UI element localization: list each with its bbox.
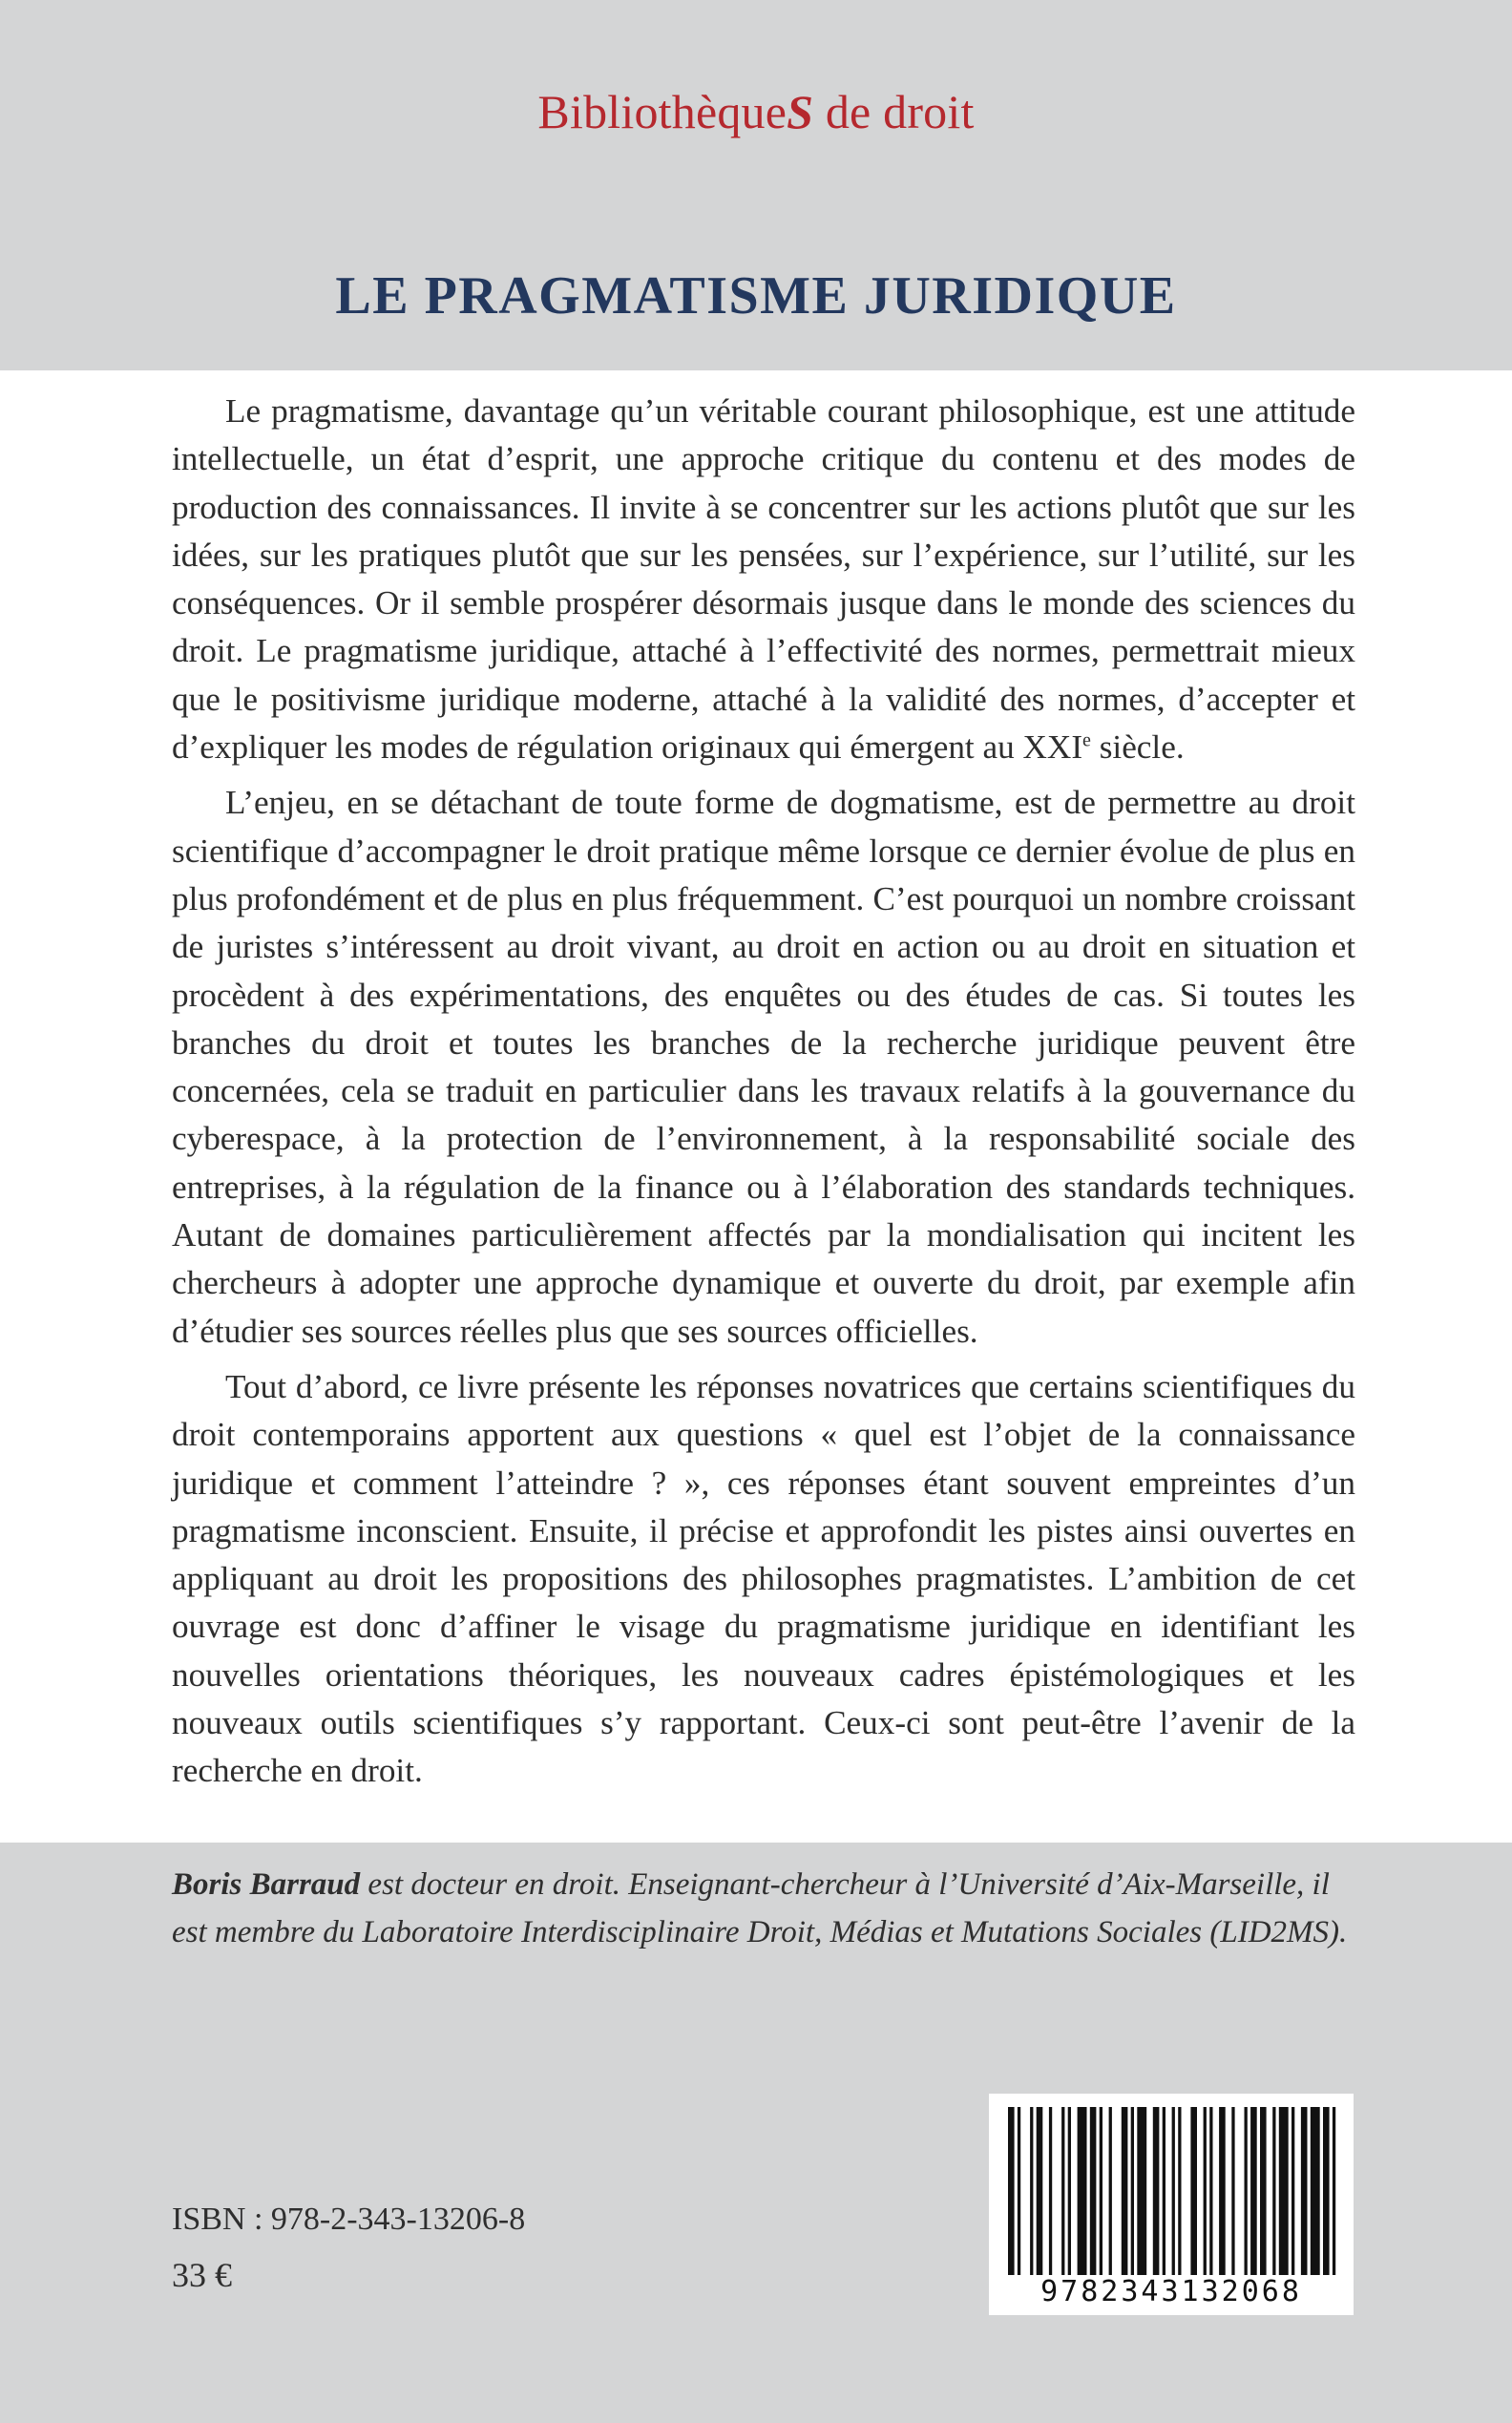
barcode-bar (1030, 2107, 1033, 2275)
barcode-bar (1153, 2107, 1160, 2275)
blurb-paragraph-3: Tout d’abord, ce livre présente les réponses novatrices que certains scientifiques du droit contemporains apportent aux questions « quel est l’objet de la connaissance juridique et comment l’atteindre ? », ces réponses étant souvent empreintes d’un pragmatisme inconscient. Ensuite, il précise et approfondit les pistes ainsi ouvertes en appliquant au droit les propositions des philosophes pragmatistes. L’ambition de cet ouvrage est donc d’affiner le visage du pragmatisme juridique en identifiant les nouvelles orientations théoriques, les nouveaux cadres épistémologiques et les nouveaux outils scientifiques s’y rapportant. Ceux-ci sont peut-être l’avenir de la recherche en droit. (172, 1367, 1355, 1790)
barcode-bar (1219, 2107, 1226, 2275)
blurb-paragraph-1 (172, 388, 1355, 771)
barcode-bar (1311, 2107, 1320, 2275)
blurb-paragraph-2: L’enjeu, en se détachant de toute forme de dogmatisme, est de permettre au droit scientifique d’accompagner le droit pratique même lorsque ce dernier évolue de plus en plus profondément et de plus en plus fréquemment. C’est pourquoi un nombre croissant de juristes s’intéressent au droit vivant, au droit en action ou au droit en situation et procèdent à des expérimentations, des enquêtes ou des études de cas. Si toutes les branches du droit et toutes les branches de la recherche juridique peuvent être concernées, cela se traduit en particulier dans les travaux relatifs à la gouvernance du cyberespace, à la protection de l’environnement, à la responsabilité sociale des entreprises, à la régulation de la finance ou à l’élaboration des standards techniques. Autant de domaines particulièrement affectés par la mondialisation qui incitent les chercheurs à adopter une approche dynamique et ouverte du droit, par exemple afin d’étudier ses sources réelles plus que ses sources officielles. (172, 784, 1355, 1350)
barcode-bar (1037, 2107, 1043, 2275)
barcode-bar (1231, 2107, 1234, 2275)
barcode-bar (1250, 2107, 1257, 2275)
author-bio (172, 1861, 1355, 1956)
barcode-bar (1323, 2107, 1330, 2275)
blurb-paragraph-1-text: Le pragmatisme, davantage qu’un véritable courant philosophique, est une attitude intellectuelle, un état d’esprit, une approche critique du contenu et des modes de production des connaissances. Il invite à se concentrer sur les actions plutôt que sur les idées, sur les pratiques plutôt que sur les pensées, sur l’expérience, sur l’utilité, sur les conséquences. Or il semble prospérer désormais jusque dans le monde des sciences du droit. Le pragmatisme juridique, attaché à l’effectivité des normes, permettrait mieux que le positivisme juridique moderne, attaché à la validité des normes, d’accepter et d’expliquer les modes de régulation originaux qui émergent au XXI (172, 392, 1355, 767)
barcode-bar (1178, 2107, 1181, 2275)
author-name: Boris Barraud (172, 1867, 361, 1902)
collection-name (0, 84, 1512, 139)
barcode-bar (1061, 2107, 1064, 2275)
barcode-bar (1090, 2107, 1097, 2275)
barcode-bar (1292, 2107, 1294, 2275)
barcode-bar (1260, 2107, 1267, 2275)
barcode-bar (1190, 2107, 1197, 2275)
barcode-bar (1272, 2107, 1275, 2275)
barcode-bar (1204, 2107, 1207, 2275)
collection-name-rest: de droit (813, 85, 975, 138)
barcode-bar (1049, 2107, 1052, 2275)
century-superscript: e (1082, 729, 1091, 751)
blurb-paragraph-1-end: siècle. (1090, 728, 1185, 767)
barcode-bar (1172, 2107, 1175, 2275)
barcode-bar (1100, 2107, 1102, 2275)
barcode-bar (1068, 2107, 1071, 2275)
blurb (172, 388, 1355, 1796)
barcode-bars (1004, 2107, 1338, 2275)
book-title: LE PRAGMATISME JURIDIQUE (335, 266, 1177, 326)
barcode-bar (1137, 2107, 1146, 2275)
barcode-bar (1109, 2107, 1112, 2275)
barcode-bar (1131, 2107, 1134, 2275)
author-bio-text: est docteur en droit. Enseignant-chercheur à l’Université d’Aix-Marseille, il est membre du Laboratoire Interdisciplinaire Droit, Médias et Mutations Sociales (LID2MS). (172, 1867, 1348, 1949)
barcode-bar (1163, 2107, 1166, 2275)
barcode-bar (1333, 2107, 1335, 2275)
collection-name-main: Bibliothèque (537, 85, 788, 138)
barcode (989, 2094, 1354, 2315)
barcode-bar (1279, 2107, 1289, 2275)
barcode-digits: 9782343132068 (1040, 2275, 1302, 2308)
price: 33 € (172, 2256, 232, 2294)
barcode-bar (1008, 2107, 1015, 2275)
collection-name-s: S (787, 85, 814, 138)
barcode-bar (1209, 2107, 1212, 2275)
barcode-bar (1122, 2107, 1128, 2275)
barcode-bar (1078, 2107, 1087, 2275)
barcode-bar (1018, 2107, 1020, 2275)
isbn: ISBN : 978-2-343-13206-8 (172, 2202, 526, 2237)
barcode-bar (1245, 2107, 1248, 2275)
barcode-bar (1301, 2107, 1308, 2275)
